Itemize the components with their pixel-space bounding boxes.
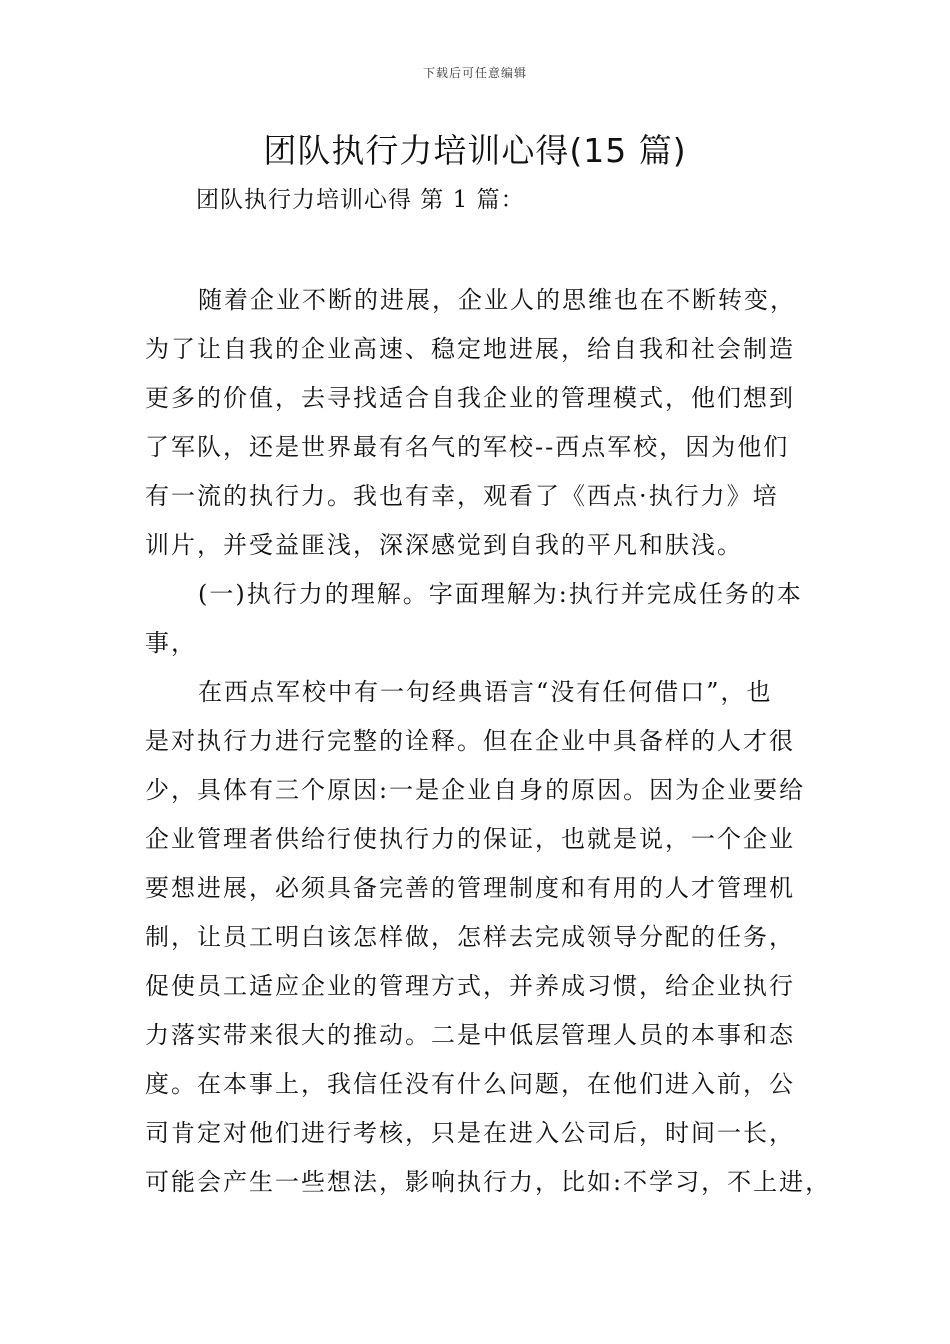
paragraph-line: 力落实带来很大的推动。二是中低层管理人员的本事和态 (145, 1021, 795, 1049)
paragraph-line: 司肯定对他们进行考核，只是在进入公司后，时间一长， (145, 1119, 795, 1147)
paragraph-line: 制，让员工明白该怎样做，怎样去完成领导分配的任务， (145, 923, 795, 951)
paragraph-line: 更多的价值，去寻找适合自我企业的管理模式，他们想到 (145, 384, 795, 412)
paragraph-line: 促使员工适应企业的管理方式，并养成习惯，给企业执行 (145, 972, 795, 1000)
document-body (145, 276, 832, 1207)
paragraph-line: 有一流的执行力。我也有幸，观看了《西点·执行力》培 (145, 482, 779, 510)
paragraph-line: 度。在本事上，我信任没有什么问题，在他们进入前，公 (145, 1070, 795, 1098)
paragraph-line: 为了让自我的企业高速、稳定地进展，给自我和社会制造 (145, 335, 795, 363)
paragraph-line: 了军队，还是世界最有名气的军校--西点军校，因为他们 (145, 433, 790, 461)
paragraph-line: 事， (145, 629, 197, 657)
paragraph-line: 可能会产生一些想法，影响执行力，比如:不学习，不上进， (145, 1168, 832, 1196)
paragraph-line: (一)执行力的理解。字面理解为:执行并完成任务的本 (198, 580, 803, 608)
document-subtitle: 团队执行力培训心得 第 1 篇： (196, 187, 525, 213)
header-watermark: 下载后可任意编辑 (422, 66, 527, 80)
paragraph-line: 在西点军校中有一句经典语言“没有任何借口”，也 (198, 678, 773, 706)
document-title: 团队执行力培训心得(15 篇) (263, 131, 687, 170)
paragraph-line: 训片，并受益匪浅，深深感觉到自我的平凡和肤浅。 (145, 531, 743, 559)
paragraph-line: 随着企业不断的进展，企业人的思维也在不断转变， (198, 286, 796, 314)
paragraph-line: 少，具体有三个原因:一是企业自身的原因。因为企业要给 (145, 776, 806, 804)
paragraph-line: 是对执行力进行完整的诠释。但在企业中具备样的人才很 (145, 727, 795, 755)
paragraph-line: 企业管理者供给行使执行力的保证，也就是说，一个企业 (145, 825, 795, 853)
paragraph-line: 要想进展，必须具备完善的管理制度和有用的人才管理机 (145, 874, 795, 902)
